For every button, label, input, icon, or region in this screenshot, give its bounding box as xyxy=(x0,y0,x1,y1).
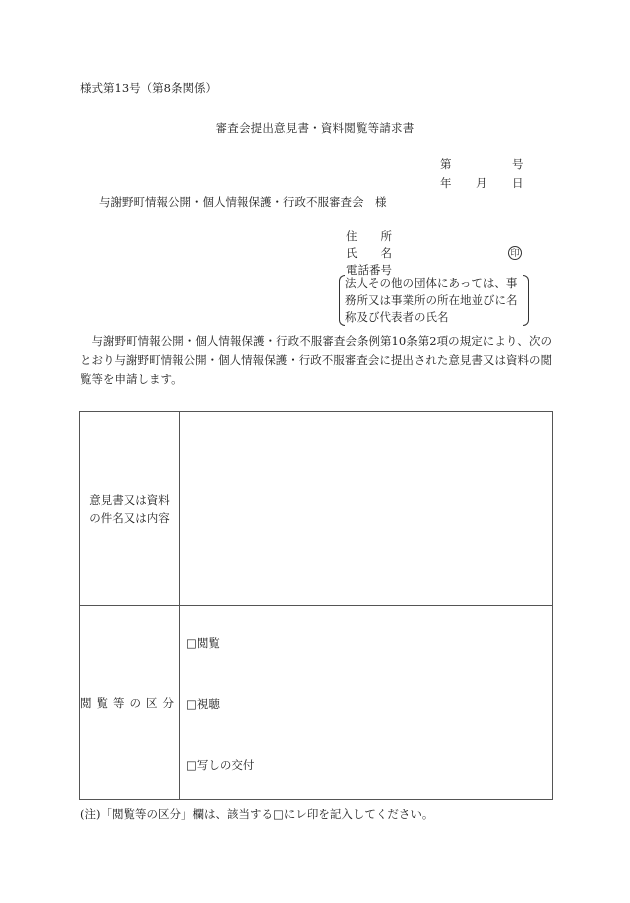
category-label: 閲覧等の区分 xyxy=(80,606,180,800)
table-row xyxy=(80,606,553,800)
form-number: 様式第13号（第8条関係） xyxy=(80,81,217,95)
name-label: 氏 名 xyxy=(346,246,392,260)
seal-icon: 印 xyxy=(508,246,522,260)
date-month: 月 xyxy=(476,176,488,190)
corporation-note-text: 法人その他の団体にあっては、事務所又は事業所の所在地並びに名称及び代表者の氏名 xyxy=(345,276,518,324)
bracket-left xyxy=(339,275,345,326)
corporation-note xyxy=(339,275,529,326)
request-body-text: 与謝野町情報公開・個人情報保護・行政不服審査会条例第10条第2項の規定により、次のとおり与謝野町情報公開・個人情報保護・行政不服審査会に提出された意見書又は資料の閲覧等を申請します。 xyxy=(80,334,552,386)
category-options xyxy=(180,606,553,800)
date-year: 年 xyxy=(440,176,452,190)
document-title: 審査会提出意見書・資料閲覧等請求書 xyxy=(215,121,415,135)
option-inspection-checkbox[interactable]: □閲覧 xyxy=(186,636,220,650)
address-label: 住 所 xyxy=(346,229,392,243)
phone-label: 電話番号 xyxy=(346,263,392,277)
table-row xyxy=(80,412,553,606)
subject-label-line1: 意見書又は資料 xyxy=(89,492,170,507)
applicant-block xyxy=(346,228,526,279)
addressee: 与謝野町情報公開・個人情報保護・行政不服審査会 様 xyxy=(99,195,387,209)
doc-number-prefix: 第 xyxy=(440,157,452,171)
subject-label-line2: の件名又は内容 xyxy=(89,510,170,525)
request-table xyxy=(79,411,553,800)
option-viewing-checkbox[interactable]: □視聴 xyxy=(186,697,220,711)
subject-label xyxy=(80,412,180,606)
footnote: (注)「閲覧等の区分」欄は、該当する□にレ印を記入してください。 xyxy=(80,807,434,821)
bracket-right xyxy=(523,275,529,326)
doc-number-suffix: 号 xyxy=(512,157,524,171)
date-day: 日 xyxy=(512,176,524,190)
option-copy-checkbox[interactable]: □写しの交付 xyxy=(186,758,255,772)
subject-field[interactable] xyxy=(180,412,553,606)
